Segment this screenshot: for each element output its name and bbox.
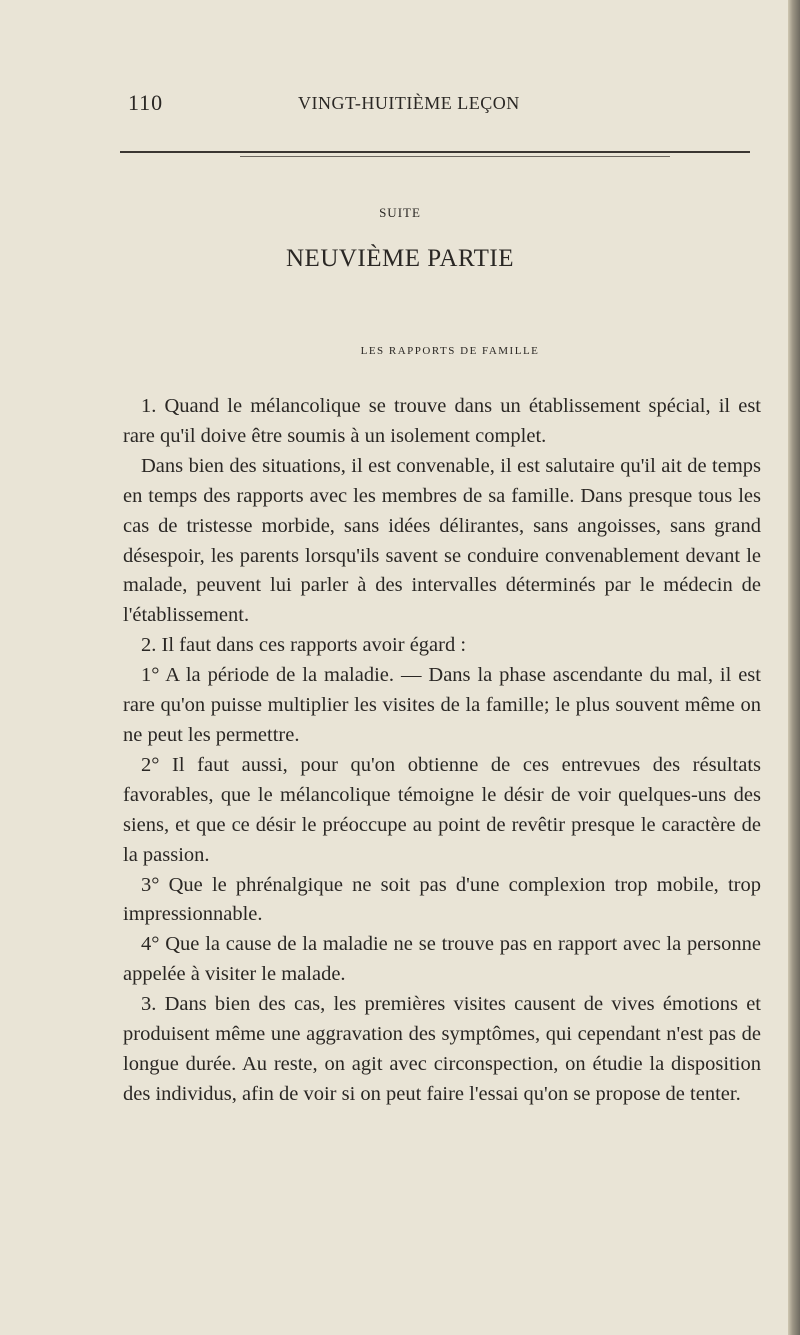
paragraph: 2° Il faut aussi, pour qu'on obtienne de ces entrevues des résultats favorables, que le mélancolique témoigne le désir de voir quelques-uns des siens, et que ce désir le préoccupe au point de revêtir presque le caractère de la passion.	[123, 753, 761, 866]
paragraph: 2. Il faut dans ces rapports avoir égard :	[141, 634, 467, 657]
suite-label: SUITE	[379, 205, 421, 220]
paragraph: 1. Quand le mélancolique se trouve dans un établissement spécial, il est rare qu'il doive être soumis à un isolement complet.	[123, 395, 761, 447]
paragraph: 4° Que la cause de la maladie ne se trouve pas en rapport avec la personne appelée à visiter le malade.	[123, 933, 761, 986]
body-text	[123, 392, 761, 1110]
header-rule	[120, 151, 750, 153]
paragraph: 1° A la période de la maladie. — Dans la phase ascendante du mal, il est rare qu'on puisse multiplier les visites de la famille; le plus souvent même on ne peut les permettre.	[123, 664, 761, 746]
paragraph: 3° Que le phrénalgique ne soit pas d'une complexion trop mobile, trop impressionnable.	[123, 873, 761, 926]
page-edge-shadow	[788, 0, 800, 1335]
paragraph: 3. Dans bien des cas, les premières visites causent de vives émotions et produisent même une aggravation des symptômes, qui cependant n'est pas de longue durée. Au reste, on agit avec circonspection, on étudie la disposition des individus, afin de voir si on peut faire l'essai qu'on se propose de tenter.	[123, 993, 761, 1105]
page-number: 110	[128, 90, 164, 115]
part-title: NEUVIÈME PARTIE	[286, 245, 514, 272]
header-rule-thin	[240, 156, 670, 157]
section-title: LES RAPPORTS DE FAMILLE	[360, 345, 540, 357]
paragraph: Dans bien des situations, il est convenable, il est salutaire qu'il ait de temps en temps des rapports avec les membres de sa famille. Dans presque tous les cas de tristesse morbide, sans idées délirantes, sans angoisses, sans grand désespoir, les parents lorsqu'ils savent se conduire convenablement devant le malade, peuvent lui parler à des intervalles déterminés par le médecin de l'établissement.	[123, 454, 761, 627]
running-title: VINGT-HUITIÈME LEÇON	[298, 93, 520, 113]
